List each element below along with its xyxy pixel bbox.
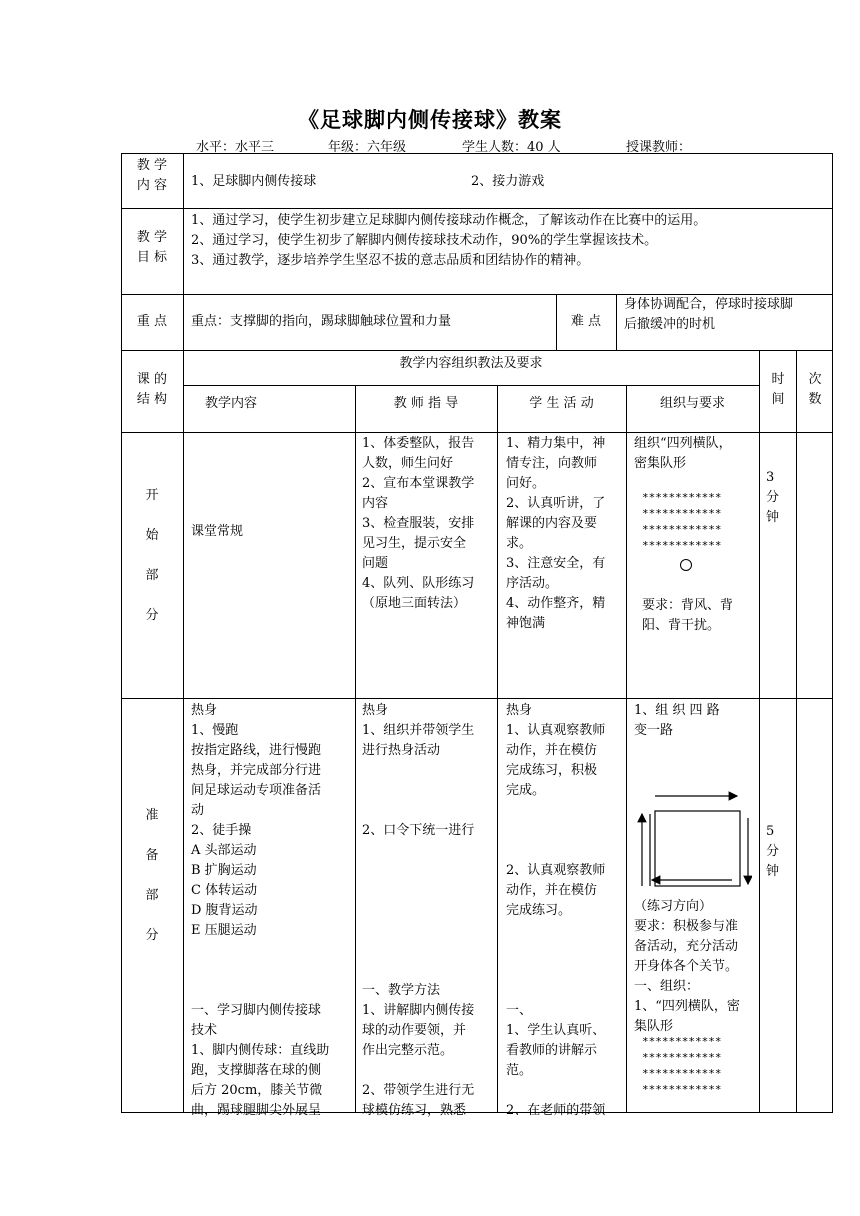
start-time: 3 分 钟 bbox=[766, 470, 780, 525]
col-divider bbox=[497, 385, 498, 1113]
col-divider bbox=[355, 385, 356, 1113]
col-header-student: 学 生 活 动 bbox=[529, 396, 594, 411]
teacher-text: 授课教师： bbox=[626, 140, 692, 155]
difficulty-label: 难 点 bbox=[570, 314, 602, 329]
key-text: 重点：支撑脚的指向，踢球脚触球位置和力量 bbox=[191, 314, 452, 329]
prep-formation-stars: ************ ************ ************ ************ bbox=[642, 1035, 722, 1096]
goal-text: 1、通过学习，使学生初步建立足球脚内侧传接球动作概念，了解该动作在比赛中的运用。 2、通过学习，使学生初步了解脚内侧传接球技术动作，90%的学生掌握该技术。 3、通过教学，逐步培养学生坚忍不拔的意志品质和团结协作的精神。 bbox=[191, 213, 707, 268]
row-divider bbox=[121, 350, 833, 351]
goal-row-label: 教 学 目 标 bbox=[136, 230, 168, 265]
prep-section-label: 准 备 部 分 bbox=[145, 808, 159, 943]
prep-org-top: 1、组 织 四 路 变一路 bbox=[634, 703, 720, 738]
route-square bbox=[655, 811, 740, 886]
col-divider bbox=[183, 153, 184, 1113]
col-header-org: 组织与要求 bbox=[659, 396, 725, 411]
col-divider bbox=[796, 350, 797, 1113]
col-header-count: 次 数 bbox=[808, 372, 822, 407]
start-org-requirement: 要求：背风、背 阳、背干扰。 bbox=[642, 598, 734, 633]
prep-teacher-guidance: 热身 1、组织并带领学生 进行热身活动 2、口令下统一进行 一、教学方法 1、讲解脚内侧传接 球的动作要领，并 作出完整示范。 2、带领学生进行无 球模仿练习，熟悉 bbox=[362, 703, 475, 1118]
start-content: 课堂常规 bbox=[191, 524, 244, 539]
method-group-title: 教学内容组织教法及要求 bbox=[399, 356, 543, 371]
content-row-label: 教 学 内 容 bbox=[136, 158, 168, 193]
prep-time: 5 分 钟 bbox=[766, 824, 780, 879]
start-teacher-guidance: 1、体委整队，报告 人数，师生问好 2、宣布本堂课教学 内容 3、检查服装，安排 见习生，提示安全 问题 4、队列、队形练习 （原地三面转法） bbox=[362, 436, 475, 611]
col-divider bbox=[616, 294, 617, 350]
col-divider bbox=[759, 350, 760, 1113]
col-header-time: 时 间 bbox=[771, 372, 785, 407]
prep-content: 热身 1、慢跑 按指定路线，进行慢跑 热身，并完成部分行进 间足球运动专项准备活 动 2、徒手操 A 头部运动 B 扩胸运动 C 体转运动 D 腹背运动 E 压腿运动 一、学习脚内侧传接球 技术 1、脚内侧传球：直线助 跑，支撑脚落在球的侧 后方 20cm，膝关节微 曲，踢球腿脚尖外展呈 bbox=[191, 703, 330, 1118]
students-text: 学生人数：40 人 bbox=[462, 140, 561, 155]
row-divider bbox=[121, 208, 833, 209]
start-formation-stars: ************ ************ ************ ************ bbox=[642, 491, 722, 552]
row-divider bbox=[121, 432, 833, 433]
prep-org-mid: （练习方向） 要求：积极参与准 备活动，充分活动 开身体各个关节。 一、组织： 1、“四列横队，密 集队形 bbox=[634, 899, 740, 1034]
start-org-text: 组织“四列横队， 密集队形 bbox=[634, 436, 732, 471]
level-text: 水平：水平三 bbox=[196, 140, 275, 155]
start-section-label: 开 始 部 分 bbox=[145, 488, 159, 623]
content-item-1: 1、足球脚内侧传接球 bbox=[191, 174, 317, 189]
structure-label: 课 的 结 构 bbox=[136, 372, 168, 407]
content-item-2: 2、接力游戏 bbox=[471, 174, 545, 189]
prep-student-activity: 热身 1、认真观察教师 动作，并在模仿 完成练习，积极 完成。 2、认真观察教师 动作，并在模仿 完成练习。 一、 1、学生认真听、 看教师的讲解示 范。 2、在老师的带领 bbox=[506, 703, 606, 1118]
row-divider bbox=[121, 698, 833, 699]
document-title: 《足球脚内侧传接球》教案 bbox=[298, 107, 562, 132]
key-row-label: 重 点 bbox=[136, 314, 168, 329]
teacher-position-icon bbox=[680, 559, 692, 571]
col-header-teacher: 教 师 指 导 bbox=[393, 396, 459, 411]
col-divider bbox=[626, 385, 627, 1113]
difficulty-text: 身体协调配合，停球时接球脚 后撤缓冲的时机 bbox=[624, 297, 794, 332]
start-student-activity: 1、精力集中，神 情专注，向教师 问好。 2、认真听讲，了 解课的内容及要 求。 3、注意安全，有 序活动。 4、动作整齐，精 神饱满 bbox=[506, 436, 606, 631]
running-route-diagram bbox=[632, 788, 752, 898]
col-header-content: 教学内容 bbox=[205, 396, 258, 411]
col-divider bbox=[556, 294, 557, 350]
subheader-divider bbox=[183, 385, 759, 386]
grade-text: 年级：六年级 bbox=[328, 140, 407, 155]
